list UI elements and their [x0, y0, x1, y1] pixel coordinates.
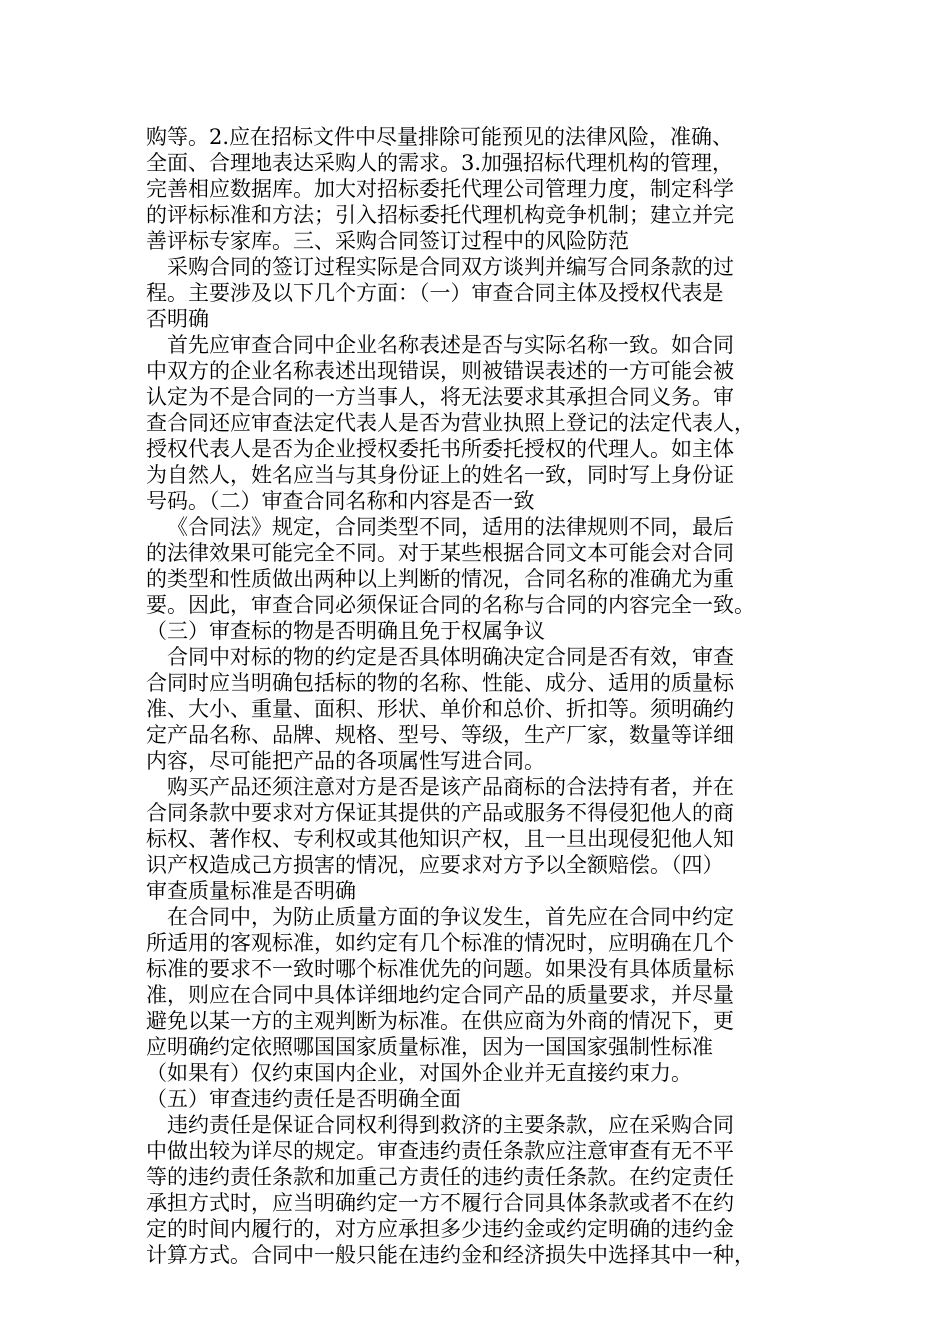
- text-line: 计算方式。合同中一般只能在违约金和经济损失中选择其中一种，: [146, 1243, 755, 1267]
- text-line: 内容，尽可能把产品的各项属性写进合同。: [146, 749, 545, 773]
- text-line: 的评标标准和方法；引入招标委托代理机构竞争机制；建立并完: [146, 203, 734, 227]
- text-line: 违约责任是保证合同权利得到救济的主要条款，应在采购合同: [167, 1113, 734, 1137]
- text-line: 合同时应当明确包括标的物的名称、性能、成分、适用的质量标: [146, 671, 734, 695]
- text-line: （三）审查标的物是否明确且免于权属争议: [146, 619, 545, 643]
- text-line: 标权、著作权、专利权或其他知识产权，且一旦出现侵犯他人知: [146, 827, 734, 851]
- text-line: 为自然人，姓名应当与其身份证上的姓名一致，同时写上身份证: [146, 463, 734, 487]
- text-line: 《合同法》规定，合同类型不同，适用的法律规则不同，最后: [167, 515, 734, 539]
- text-line: 程。主要涉及以下几个方面：（一）审查合同主体及授权代表是: [146, 281, 724, 305]
- text-line: 在合同中，为防止质量方面的争议发生，首先应在合同中约定: [167, 905, 734, 929]
- text-line: 的法律效果可能完全不同。对于某些根据合同文本可能会对合同: [146, 541, 734, 565]
- text-line: 准，则应在合同中具体详细地约定合同产品的质量要求，并尽量: [146, 983, 734, 1007]
- text-line: 采购合同的签订过程实际是合同双方谈判并编写合同条款的过: [167, 255, 734, 279]
- text-line: 购等。2.应在招标文件中尽量排除可能预见的法律风险，准确、: [146, 125, 734, 149]
- text-line: 完善相应数据库。加大对招标委托代理公司管理力度，制定科学: [146, 177, 734, 201]
- text-line: 的类型和性质做出两种以上判断的情况，合同名称的准确尤为重: [146, 567, 734, 591]
- text-line: （五）审查违约责任是否明确全面: [146, 1087, 461, 1111]
- text-line: 中做出较为详尽的规定。审查违约责任条款应注意审查有无不平: [146, 1139, 734, 1163]
- text-line: 准、大小、重量、面积、形状、单价和总价、折扣等。须明确约: [146, 697, 734, 721]
- text-line: 承担方式时，应当明确约定一方不履行合同具体条款或者不在约: [146, 1191, 734, 1215]
- text-line: 善评标专家库。三、采购合同签订过程中的风险防范: [146, 229, 629, 253]
- text-line: 定产品名称、品牌、规格、型号、等级，生产厂家，数量等详细: [146, 723, 734, 747]
- text-line: 所适用的客观标准，如约定有几个标准的情况时，应明确在几个: [146, 931, 734, 955]
- document-body: [146, 124, 806, 1268]
- text-line: 中双方的企业名称表述出现错误，则被错误表述的一方可能会被: [146, 359, 734, 383]
- text-line: 定的时间内履行的，对方应承担多少违约金或约定明确的违约金: [146, 1217, 734, 1241]
- text-line: 标准的要求不一致时哪个标准优先的问题。如果没有具体质量标: [146, 957, 734, 981]
- text-line: 避免以某一方的主观判断为标准。在供应商为外商的情况下，更: [146, 1009, 734, 1033]
- text-line: 审查质量标准是否明确: [146, 879, 356, 903]
- text-line: 查合同还应审查法定代表人是否为营业执照上登记的法定代表人，: [146, 411, 755, 435]
- text-line: 应明确约定依照哪国国家质量标准，因为一国国家强制性标准: [146, 1035, 713, 1059]
- text-line: 号码。（二）审查合同名称和内容是否一致: [146, 489, 535, 513]
- text-line: 授权代表人是否为企业授权委托书所委托授权的代理人。如主体: [146, 437, 734, 461]
- text-line: 识产权造成己方损害的情况，应要求对方予以全额赔偿。（四）: [146, 853, 724, 877]
- text-line: 合同中对标的物的约定是否具体明确决定合同是否有效，审查: [167, 645, 734, 669]
- text-line: 首先应审查合同中企业名称表述是否与实际名称一致。如合同: [167, 333, 734, 357]
- text-line: 否明确: [146, 307, 209, 331]
- text-line: 合同条款中要求对方保证其提供的产品或服务不得侵犯他人的商: [146, 801, 734, 825]
- text-line: （如果有）仅约束国内企业，对国外企业并无直接约束力。: [146, 1061, 692, 1085]
- text-line: 全面、合理地表达采购人的需求。3.加强招标代理机构的管理，: [146, 151, 734, 175]
- text-line: 购买产品还须注意对方是否是该产品商标的合法持有者，并在: [167, 775, 734, 799]
- text-line: 等的违约责任条款和加重己方责任的违约责任条款。在约定责任: [146, 1165, 734, 1189]
- text-line: 认定为不是合同的一方当事人，将无法要求其承担合同义务。审: [146, 385, 734, 409]
- text-line: 要。因此，审查合同必须保证合同的名称与合同的内容完全一致。: [146, 593, 755, 617]
